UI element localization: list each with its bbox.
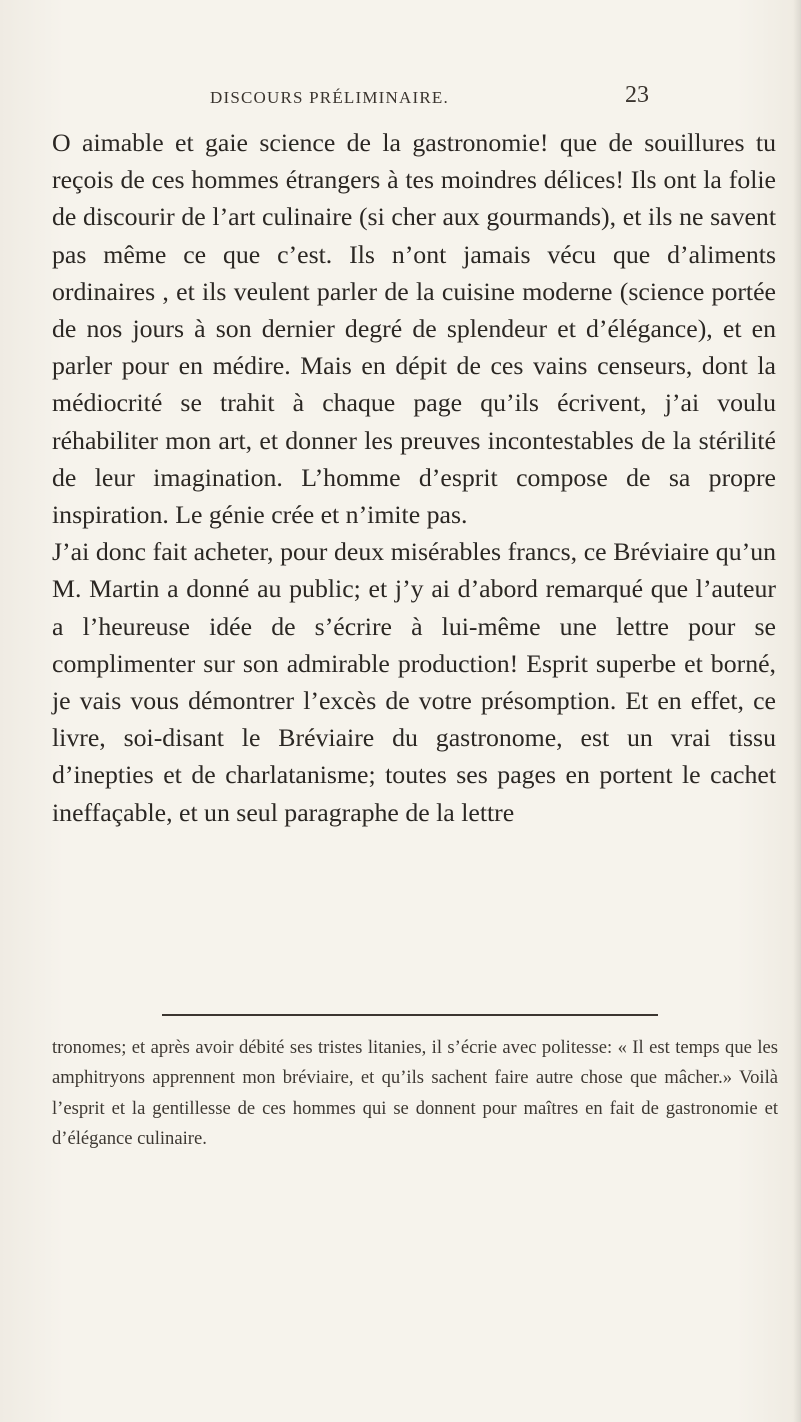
footnote-divider <box>162 1014 658 1016</box>
page-header <box>0 82 801 118</box>
running-head: DISCOURS PRÉLIMINAIRE. <box>210 88 449 107</box>
paragraph: O aimable et gaie science de la gastronomie! que de souillures tu reçois de ces hommes étrangers à tes moindres délices! Ils ont la folie de discourir de l’art culinaire (si cher aux gourmands), et ils ne savent pas même ce que c’est. Ils n’ont jamais vécu que d’aliments ordinaires , et ils veulent parler de la cuisine moderne (science portée de nos jours à son dernier degré de splendeur et d’élégance), et en parler pour en médire. Mais en dépit de ces vains censeurs, dont la médiocrité se trahit à chaque page qu’ils écrivent, j’ai voulu réhabiliter mon art, et donner les preuves incontestables de la stérilité de leur imagination. L’homme d’esprit compose de sa propre inspiration. Le génie crée et n’imite pas. <box>52 128 776 530</box>
footnote-text: tronomes; et après avoir débité ses tristes litanies, il s’écrie avec politesse: « Il est temps que les amphitryons apprennent mon bréviaire, et qu’ils sachent faire autre chose que mâcher.» Voilà l’esprit et la gentillesse de ces hommes qui se donnent pour maîtres en fait de gastronomie et d’élégance culinaire. <box>52 1037 778 1150</box>
page-number: 23 <box>625 82 649 108</box>
main-text <box>52 124 776 831</box>
paragraph: J’ai donc fait acheter, pour deux misérables francs, ce Bréviaire qu’un M. Martin a donné au public; et j’y ai d’abord remarqué que l’auteur a l’heureuse idée de s’écrire à lui-même une lettre pour se complimenter sur son admirable production! Esprit superbe et borné, je vais vous démontrer l’excès de votre présomption. Et en effet, ce livre, soi-disant le Bréviaire du gastronome, est un vrai tissu d’inepties et de charlatanisme; toutes ses pages en portent le cachet ineffaçable, et un seul paragraphe de la lettre <box>52 537 776 827</box>
page-edge-shadow <box>793 0 801 1422</box>
footnote <box>52 1033 778 1155</box>
